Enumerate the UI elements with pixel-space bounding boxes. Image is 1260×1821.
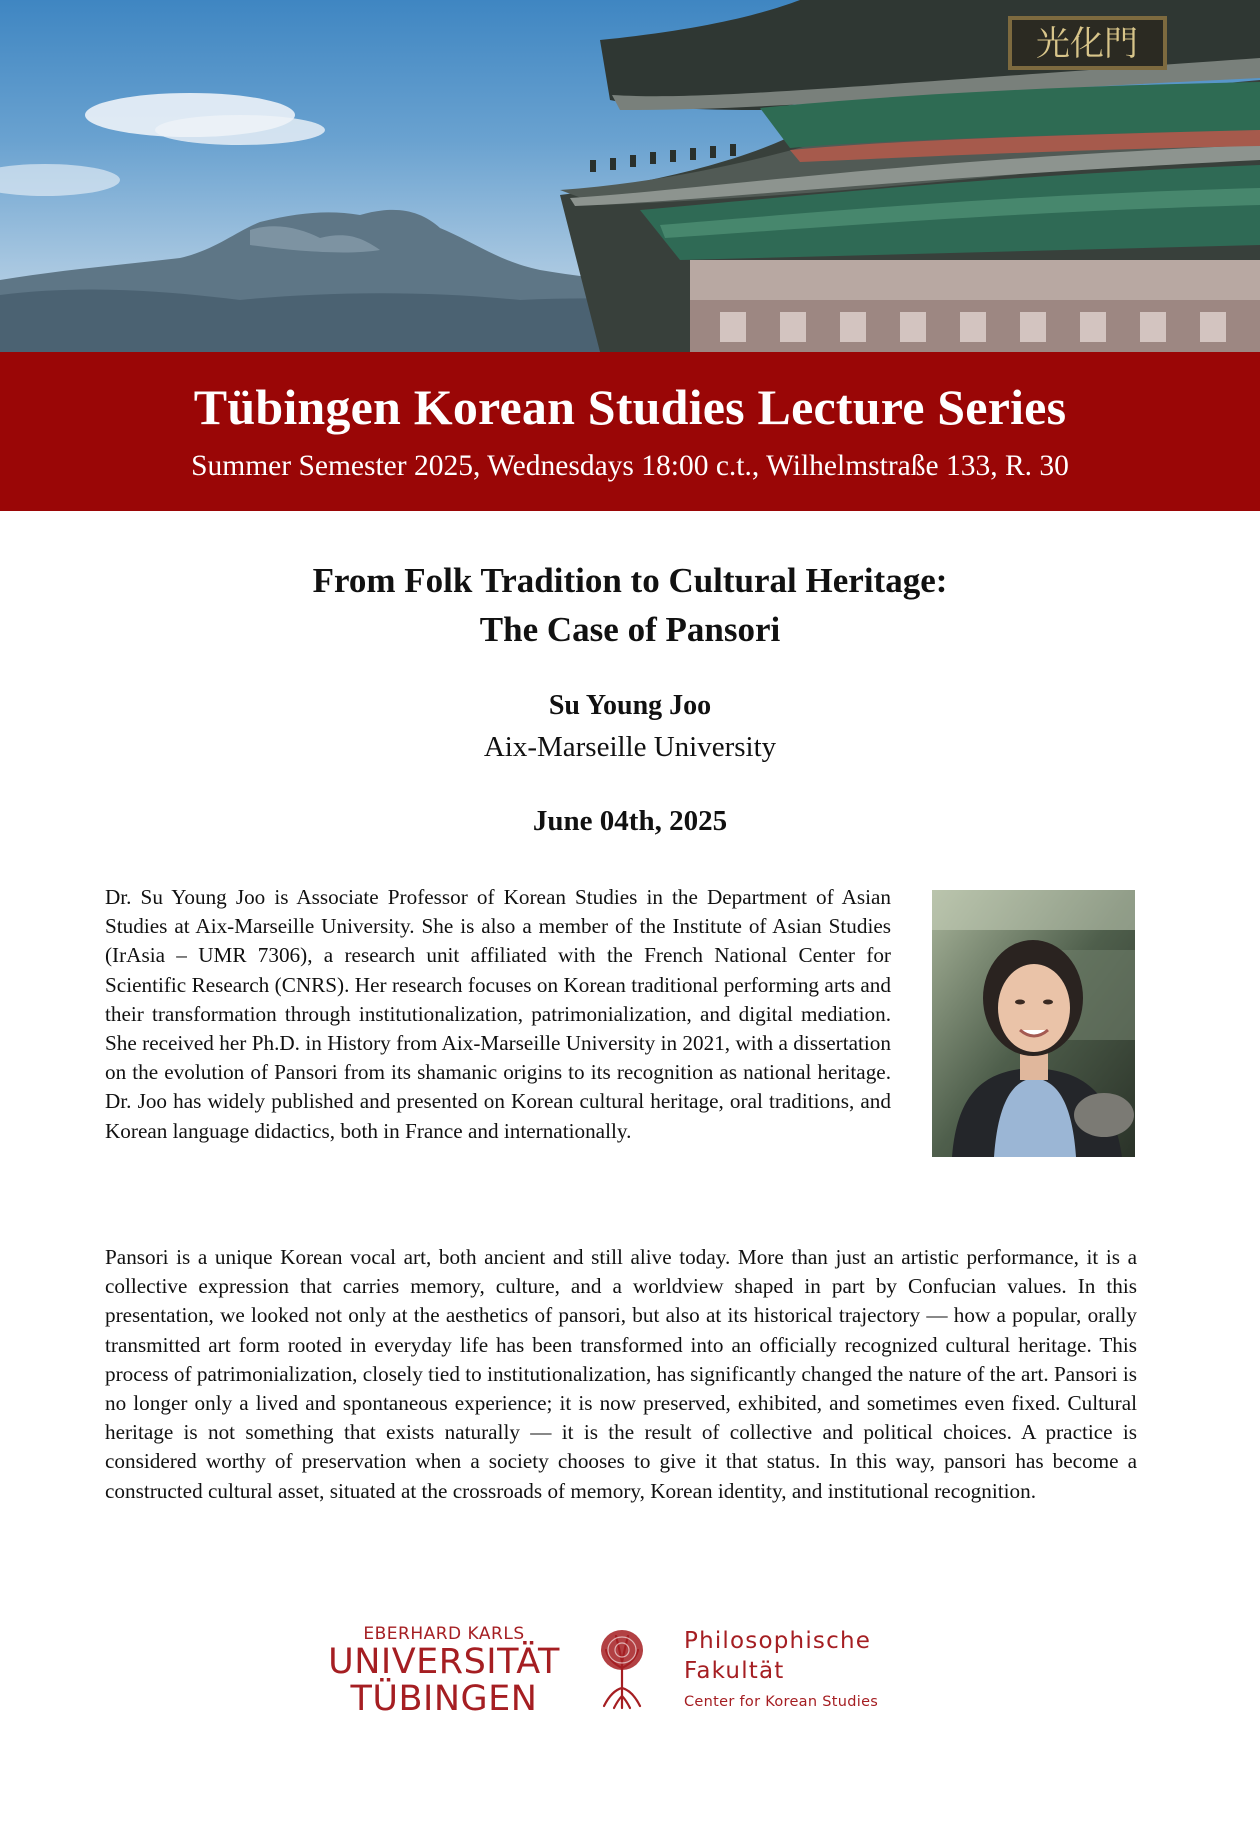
faculty-logo (684, 1626, 878, 1710)
university-logo-line-1: UNIVERSITÄT (328, 1642, 560, 1682)
speaker-bio: Dr. Su Young Joo is Associate Professor of Korean Studies in the Department of Asian Studies at Aix-Marseille University. She is also a member of the Institute of Asian Studies (IrAsia – UMR 7306), a research unit affiliated with the French National Center for Scientific Research (CNRS). Her research focuses on Korean traditional performing arts and their transformation through institutionalization, patrimonialization, and digital mediation. She received her Ph.D. in History from Aix-Marseille University in 2021, with a dissertation on the evolution of Pansori from its shamanic origins to its recognition as national heritage. Dr. Joo has widely published and presented on Korean cultural heritage, oral traditions, and Korean language didactics, both in France and internationally. (105, 885, 891, 1143)
speaker-affiliation: Aix-Marseille University (483, 731, 777, 763)
lecture-abstract: Pansori is a unique Korean vocal art, both ancient and still alive today. More than just an artistic performance, it is a collective expression that carries memory, culture, and a worldview shaped in part by Confucian values. In this presentation, we looked not only at the aesthetics of pansori, but also at its historical trajectory — how a popular, orally transmitted art form rooted in everyday life has been transformed into an officially recognized cultural heritage. This process of patrimonialization, closely tied to institutionalization, has significantly changed the nature of the art. Pansori is no longer only a lived and spontaneous experience; it is now preserved, exhibited, and sometimes even fixed. Cultural heritage is not something that exists naturally — it is the result of collective and political choices. A practice is considered worthy of preservation when a society chooses to give it that status. In this way, pansori has become a constructed cultural asset, situated at the crossroads of memory, Korean identity, and institutional recognition. (105, 1245, 1137, 1503)
lecture-date: June 04th, 2025 (532, 805, 728, 837)
lecture-title (0, 556, 1260, 654)
university-logo (318, 1624, 570, 1718)
university-logo-small: EBERHARD KARLS (363, 1624, 525, 1644)
university-logo-line-2: TÜBINGEN (350, 1679, 538, 1719)
speaker-name: Su Young Joo (548, 690, 712, 721)
header-photo (0, 0, 1260, 352)
series-title: Tübingen Korean Studies Lecture Series (193, 379, 1067, 435)
series-banner (0, 352, 1260, 511)
palace-illustration (0, 0, 1260, 352)
lecture-title-line-1: From Folk Tradition to Cultural Heritage: (312, 561, 948, 600)
center-name: Center for Korean Studies (684, 1694, 879, 1710)
faculty-logo-line-1: Philosophische (684, 1628, 872, 1654)
tree-emblem-icon (598, 1628, 646, 1710)
speaker-portrait (932, 890, 1135, 1157)
faculty-logo-line-2: Fakultät (684, 1658, 785, 1684)
series-subtitle: Summer Semester 2025, Wednesdays 18:00 c.t., Wilhelmstraße 133, R. 30 (191, 450, 1069, 482)
palace-sign-text: 光化門 (1036, 24, 1138, 64)
lecture-title-line-2: The Case of Pansori (479, 610, 781, 649)
